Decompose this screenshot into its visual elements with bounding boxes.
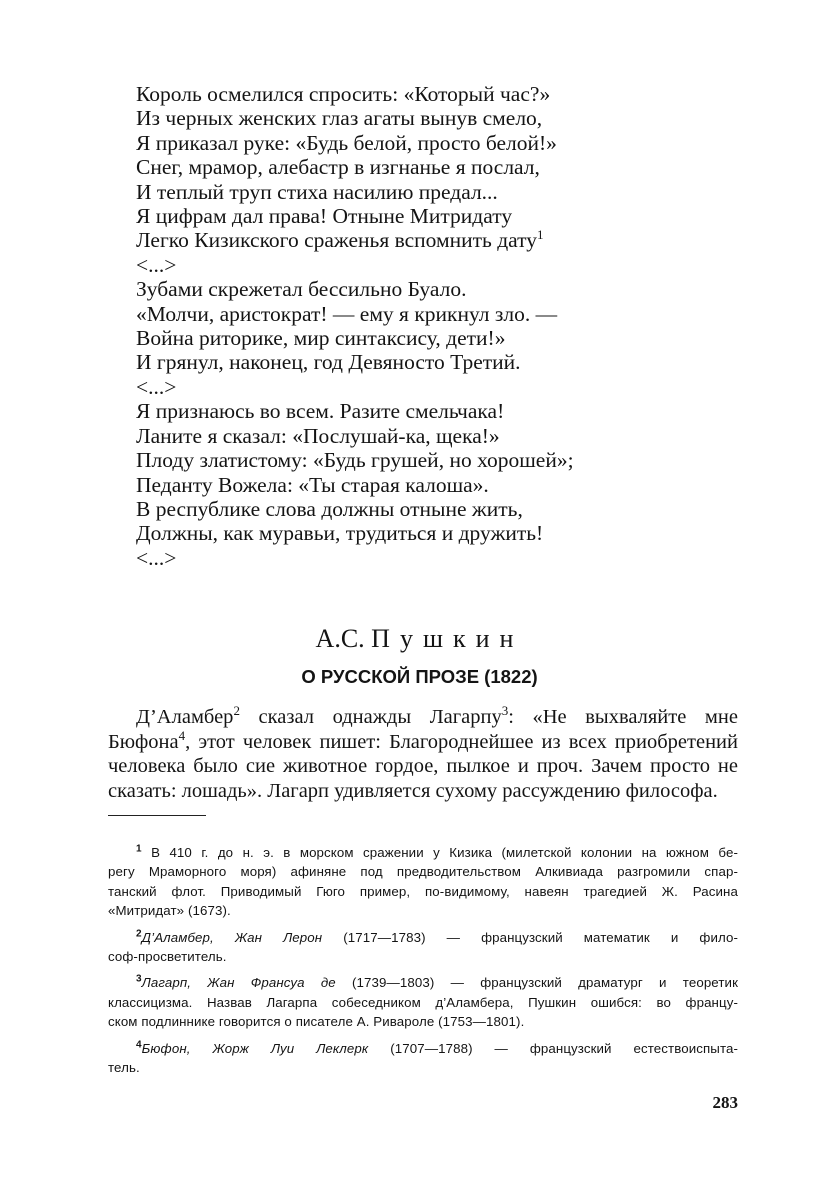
paragraph-line: [108, 705, 738, 730]
footnote-number: 4: [136, 1039, 142, 1051]
footnote: [108, 928, 738, 967]
footnote-line: [108, 973, 738, 992]
footnote-number: 3: [136, 974, 142, 986]
footnote: [108, 1039, 738, 1078]
footnotes: [108, 843, 738, 1084]
author-initials: А.С.: [315, 624, 365, 653]
footnote-person-name: Лагарп, Жан Франсуа де: [141, 975, 336, 991]
footnote-marker[interactable]: 3: [501, 703, 509, 719]
poem-ellipsis: <...>: [136, 374, 177, 399]
poem-line: В республике слова должны отныне жить,: [136, 496, 523, 521]
paragraph-line: [108, 727, 738, 755]
footnote-text: (1717—1783) — французский математик и фило-: [322, 929, 739, 945]
poem-line: Король осмелился спросить: «Который час?»: [136, 82, 551, 106]
poem-line: Из черных женских глаз агаты вынув смело,: [136, 106, 543, 131]
footnote-line: «Митридат» (1673).: [108, 903, 231, 919]
footnote-marker[interactable]: 2: [233, 703, 240, 719]
text-run: , этот человек пишет: Благороднейшее из всех приобретений: [185, 730, 738, 753]
footnote-marker[interactable]: 4: [178, 727, 186, 743]
essay-paragraph: [108, 705, 738, 803]
poem-line: Зубами скрежетал бессильно Буало.: [136, 277, 467, 302]
paragraph-line: сказать: лошадь». Лагарп удивляется сухому рассуждению философа.: [108, 779, 718, 802]
footnote: [108, 843, 738, 921]
poem-line: Я приказал руке: «Будь белой, просто белой!»: [136, 130, 557, 155]
page-number: 283: [712, 1093, 738, 1112]
footnote-line: классицизма. Назвав Лагарпа собеседником д’Аламбера, Пушкин ошибся: во францу-: [108, 994, 738, 1010]
footnote-person-name: Д’Аламбер, Жан Лерон: [141, 929, 323, 945]
poem-line: Педанту Вожела: «Ты старая калоша».: [136, 472, 489, 497]
poem-line: Плоду златистому: «Будь грушей, но хорошей»;: [136, 448, 574, 473]
footnote-person-name: Бюфон, Жорж Луи Леклерк: [141, 1040, 369, 1056]
text-run: : «Не выхваляйте мне: [508, 706, 738, 728]
footnote-line: [108, 843, 738, 862]
footnote-number: 1: [136, 843, 142, 855]
author-heading: [0, 624, 839, 654]
poem-line: И теплый труп стиха насилию предал...: [136, 179, 498, 204]
poem-ellipsis: <...>: [136, 545, 177, 570]
poem-line: «Молчи, аристократ! — ему я крикнул зло. —: [136, 301, 558, 326]
footnote: [108, 973, 738, 1031]
footnote-line: соф-просветитель.: [108, 949, 227, 965]
poem-ellipsis: <...>: [136, 252, 177, 277]
footnote-line: ском подлиннике говорится о писателе А. Ривароле (1753—1801).: [108, 1014, 525, 1030]
text-run: Д’Аламбер: [136, 706, 234, 728]
poem-line: И грянул, наконец, год Девяносто Третий.: [136, 350, 521, 375]
poem-line: Я цифрам дал права! Отныне Митридату: [136, 204, 513, 229]
author-surname: Пушкин: [371, 624, 524, 653]
paragraph-line: человека было сие животное гордое, пылкое и проч. Зачем просто не: [108, 755, 738, 777]
footnote-text: В 410 г. до н. э. в морском сражении у Кизика (милетской колонии на южном бе-: [151, 845, 738, 860]
text-run: Бюфона: [108, 730, 179, 753]
essay-title: О РУССКОЙ ПРОЗЕ (1822): [301, 666, 538, 687]
footnote-number: 2: [136, 928, 142, 940]
poem: [136, 82, 736, 570]
footnote-line: регу Мраморного моря) афиняне под предводительством Алкивиада разгромили спар-: [108, 864, 738, 880]
footnote-text: (1707—1788) — французский естествоиспыта-: [368, 1040, 739, 1056]
poem-line: [136, 228, 736, 252]
footnote-line: [108, 1039, 738, 1058]
footnote-divider: [108, 815, 206, 816]
poem-line-text: Легко Кизикского сраженья вспомнить дату: [136, 228, 538, 253]
poem-line: Снег, мрамор, алебастр в изгнанье я послал,: [136, 155, 540, 180]
poem-line: Должны, как муравьи, трудиться и дружить!: [136, 521, 544, 546]
poem-line: Я признаюсь во всем. Разите смельчака!: [136, 399, 505, 424]
footnote-line: танский флот. Приводимый Гюго пример, по-видимому, навеян трагедией Ж. Расина: [108, 883, 738, 899]
poem-line: Война риторике, мир синтаксису, дети!»: [136, 326, 506, 351]
poem-line: Ланите я сказал: «Послушай-ка, щека!»: [136, 423, 500, 448]
text-run: сказал однажды Лагарпу: [239, 706, 502, 728]
footnote-line: тель.: [108, 1060, 140, 1076]
footnote-text: (1739—1803) — французский драматург и теоретик: [335, 975, 738, 991]
footnote-marker[interactable]: 1: [537, 227, 544, 243]
footnote-line: [108, 928, 738, 947]
